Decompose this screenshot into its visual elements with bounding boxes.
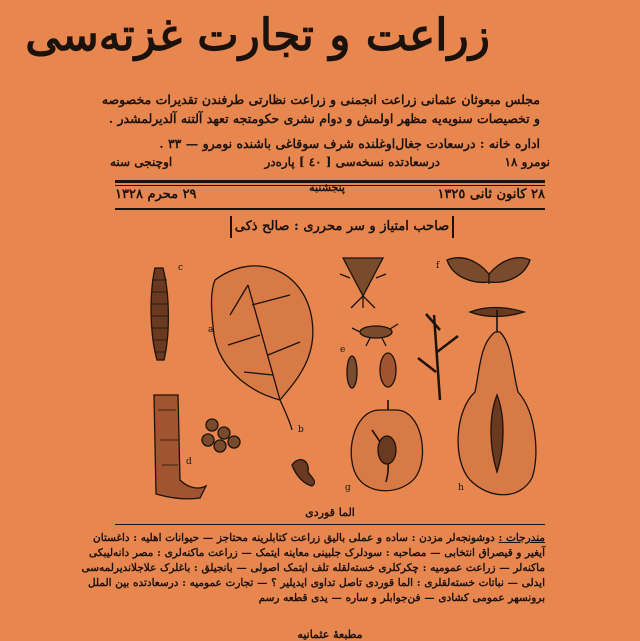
owner-editor-line: صاحب امتیاز و سر محرری : صالح ذکی [230, 216, 454, 238]
figure-letter: b [298, 425, 304, 435]
branch-stump-figure [154, 395, 206, 499]
weekday: پنجشنبه [309, 181, 345, 194]
figure-letter: a [208, 325, 214, 335]
contents-line-3: ماکنه‌لر — زراعت عمومیه : چکرکلری خسته‌لقله تلف ایتمک اصولی — بانجیلق : باغلرک علاجلاندیرلمه‌سی [81, 562, 545, 574]
apple-section-figure [351, 400, 422, 491]
leaf-figure [212, 266, 313, 430]
issue-number: نومرو ١٨ [504, 155, 550, 169]
figure-letter: f [436, 261, 440, 271]
subtitle [100, 90, 540, 128]
caterpillar-figure [151, 268, 169, 360]
contents-line-2: آیغیر و قیصراق انتخابی — مصاحبه : سودلرک جلبینی معاینه ایتمک — زراعت ماکنه‌لری : مصر دانه‌لیبکی [88, 547, 545, 559]
date-rule [115, 208, 545, 210]
printer-name: مطبعۀ عثمانیه [297, 628, 363, 641]
pear-section-figure [458, 310, 536, 495]
contents-rule [115, 524, 545, 525]
contents-line-4: ایدلی — نباتات خسته‌لقلری : الما قوردی تاصل تداوی ایدیلیر ؟ — تجارت عمومیه : درسعادتده بین الملل [87, 577, 545, 589]
hijri-date: ٢٩ محرم ١٣٢٨ [115, 187, 197, 202]
contents-label: مندرجات : [498, 532, 545, 544]
twig-figure [418, 314, 458, 400]
contents-section [81, 531, 545, 606]
moth-figure-left [340, 258, 386, 308]
apple-worm-illustration [140, 250, 540, 510]
publication-year: اوچنجی سنه [110, 155, 173, 169]
pupa-figures [347, 353, 396, 388]
issue-info-line [110, 155, 550, 177]
contents-line-1: دوشونجه‌لر مزدن : ساده و عملی بالیق زراعت کتابلرینه محتاجز — حیوانات اهلیه : داغستان [93, 532, 495, 544]
subtitle-line-1: مجلس مبعوثان عثمانی زراعت انجمنی و زراعت نظارتی طرفندن تقدیرات مخصوصه [101, 92, 540, 107]
figure-letter: d [186, 457, 192, 467]
figure-letter: g [345, 483, 351, 493]
issue-price: درسعادتده نسخه‌سی [ ٤٠ ] پاره‌در [264, 155, 440, 169]
subtitle-line-2: و تخصیصات سنویه‌یه مظهر اولمش و دوام نشری حکومتجه تعهد آلتنه آلدیرلمشدر . [108, 111, 540, 126]
administration-address: اداره خانه : درسعادت جغال‌اوغلنده شرف سوقاغی باشنده نومرو — ٣٣ . [159, 136, 540, 151]
masthead-title: زراعت و تجارت غزته‌سی [25, 10, 490, 61]
moth-figure-right [447, 258, 530, 284]
cluster-figure [202, 419, 240, 452]
weevil-figure [352, 324, 398, 346]
figure-letter: e [340, 345, 346, 355]
figure-letter: c [178, 263, 184, 273]
illustration-caption: الما قوردی [305, 506, 355, 519]
small-larva-figure [292, 460, 315, 486]
gregorian-date: ٢٨ کانون ثانی ١٣٢٥ [437, 187, 545, 202]
contents-line-5: برونسهر عمومی کشادی — فن‌جوابلر و ساره — یدی قطعه رسم [258, 592, 545, 604]
figure-letter: h [458, 483, 464, 493]
